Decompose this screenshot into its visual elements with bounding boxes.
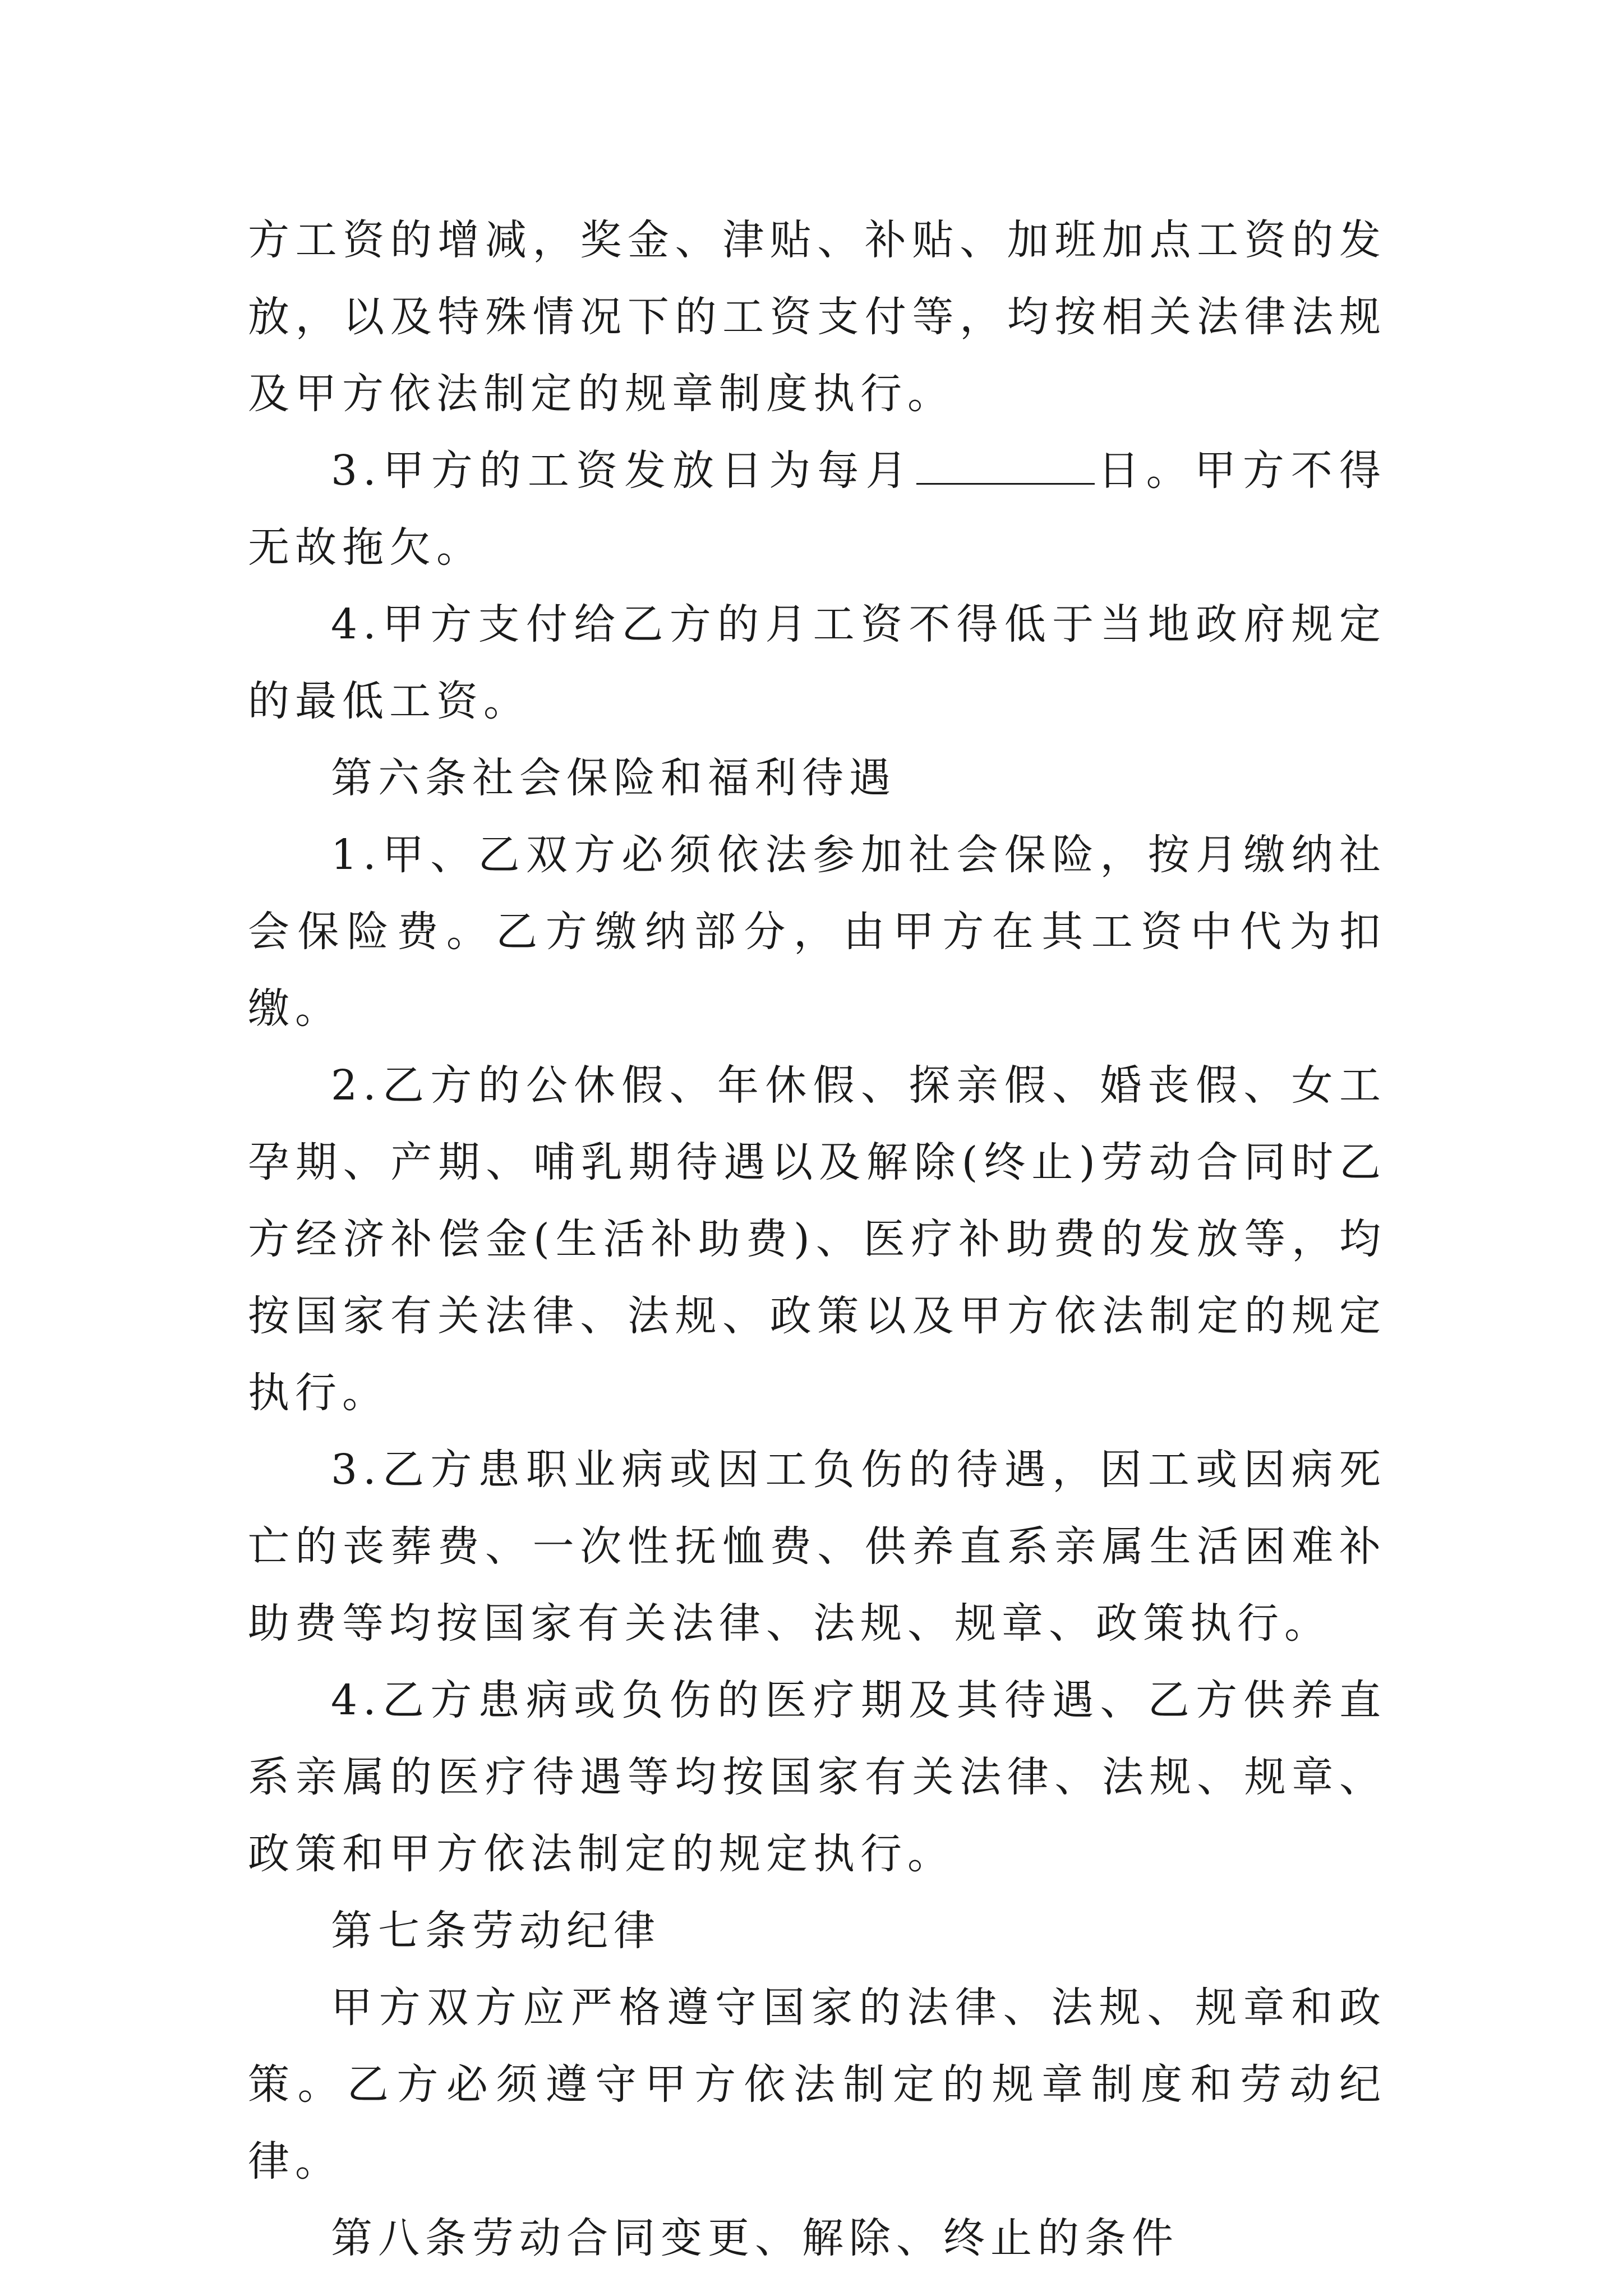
paragraph-wage-adjustment: 方工资的增减，奖金、津贴、补贴、加班加点工资的发放，以及特殊情况下的工资支付等，均按相关法律法规及甲方依法制定的规章制度执行。 [248,216,1386,418]
paragraph-labor-discipline: 甲方双方应严格遵守国家的法律、法规、规章和政策。乙方必须遵守甲方依法制定的规章制度和劳动纪律。 [248,1984,1386,2185]
document-body [248,202,1386,2277]
payday-text-before: 3.甲方的工资发放日为每月 [331,447,914,495]
payday-blank-field [916,449,1095,485]
paragraph-social-insurance: 1.甲、乙双方必须依法参加社会保险，按月缴纳社会保险费。乙方缴纳部分，由甲方在其工资中代为扣缴。 [248,831,1386,1033]
payday-text-after: 日。甲方不得无故拖欠。 [248,447,1386,572]
heading-article-8: 第八条劳动合同变更、解除、终止的条件 [331,2214,1179,2262]
heading-article-6: 第六条社会保险和福利待遇 [331,754,896,802]
paragraph-medical-period: 4.乙方患病或负伤的医疗期及其待遇、乙方供养直系亲属的医疗待遇等均按国家有关法律、法规、规章、政策和甲方依法制定的规定执行。 [248,1676,1386,1878]
paragraph-minimum-wage: 4.甲方支付给乙方的月工资不得低于当地政府规定的最低工资。 [248,600,1386,725]
paragraph-payday [248,432,1386,586]
heading-article-7: 第七条劳动纪律 [331,1907,661,1955]
paragraph-leave-benefits: 2.乙方的公休假、年休假、探亲假、婚丧假、女工孕期、产期、哺乳期待遇以及解除(终止)劳动合同时乙方经济补偿金(生活补助费)、医疗补助费的发放等，均按国家有关法律、法规、政策以及甲方依法制定的规定执行。 [248,1061,1386,1417]
paragraph-occupational-injury: 3.乙方患职业病或因工负伤的待遇，因工或因病死亡的丧葬费、一次性抚恤费、供养直系亲属生活困难补助费等均按国家有关法律、法规、规章、政策执行。 [248,1446,1386,1648]
